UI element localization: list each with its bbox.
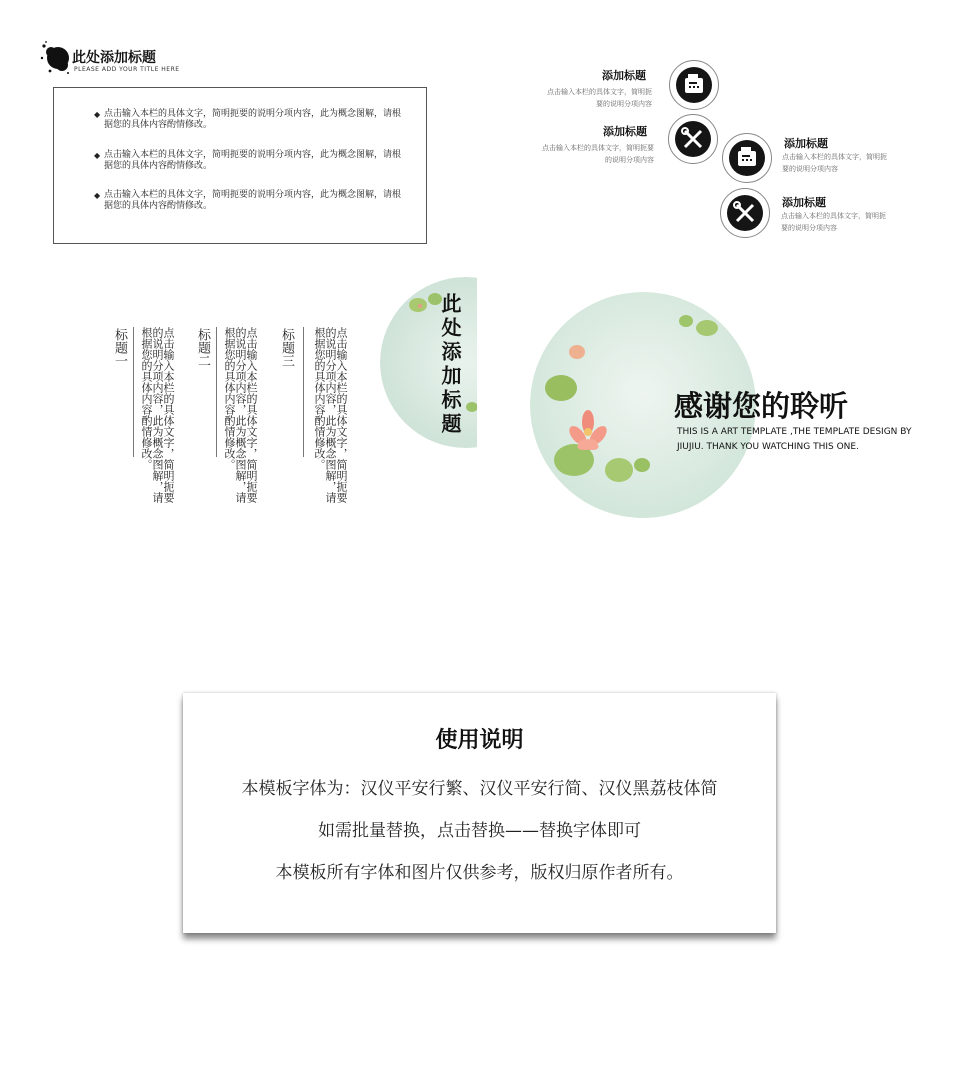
- item-desc: 点击输入本栏的具体文字，简明扼要的说明分项内容: [782, 153, 887, 173]
- item-desc: 点击输入本栏的具体文字，简明扼要的说明分项内容: [781, 212, 886, 232]
- item-title: 添加标题: [782, 196, 826, 209]
- instructions-title: 使用说明: [435, 728, 524, 753]
- instructions-line: 本模板字体为：汉仪平安行繁、汉仪平安行简、汉仪黑荔枝体简: [241, 779, 718, 799]
- column-body: 点击输入本栏的具体文字，简明扼要的说明分项内容，此为概念图解，请根据您的具体内容酌情修改。: [140, 327, 175, 503]
- column-body: 点击输入本栏的具体文字，简明扼要的说明分项内容，此为概念图解，请根据您的具体内容酌情修改。: [313, 327, 348, 503]
- item-desc: 点击输入本栏的具体文字，简明扼要的说明分项内容: [542, 144, 654, 164]
- column-title: 标题二: [195, 328, 210, 367]
- diamond-bullet-icon: ◆: [94, 110, 101, 119]
- item-title: 添加标题: [603, 125, 647, 138]
- instructions-line: 如需批量替换，点击替换——替换字体即可: [318, 821, 641, 841]
- column-title: 标题三: [279, 328, 294, 367]
- bullet-text: 点击输入本栏的具体文字，简明扼要的说明分项内容，此为概念图解，请根据您的具体内容酌情修改。: [104, 190, 402, 211]
- column-divider: [133, 327, 134, 457]
- item-title: 添加标题: [602, 69, 646, 82]
- bullet-item: [94, 190, 404, 212]
- thanks-title: 感谢您的聆听: [674, 389, 849, 423]
- fax-icon-badge: [669, 60, 719, 110]
- diamond-bullet-icon: ◆: [94, 191, 101, 200]
- page-title: 此处添加标题: [72, 50, 156, 66]
- column-divider: [303, 327, 304, 457]
- fax-icon-badge: [722, 133, 772, 183]
- thanks-subtitle-line1: THIS IS A ART TEMPLATE ,THE TEMPLATE DESIGN BY: [677, 427, 912, 437]
- fax-icon: [674, 65, 714, 105]
- fax-icon: [727, 138, 767, 178]
- tools-icon: [725, 193, 765, 233]
- instructions-line: 本模板所有字体和图片仅供参考，版权归原作者所有。: [275, 863, 684, 883]
- diamond-bullet-icon: ◆: [94, 151, 101, 160]
- bullet-item: [94, 150, 404, 172]
- item-desc: 点击输入本栏的具体文字，简明扼要的说明分项内容: [547, 88, 652, 108]
- tools-icon: [673, 119, 713, 159]
- bullet-text: 点击输入本栏的具体文字，简明扼要的说明分项内容，此为概念图解，请根据您的具体内容酌情修改。: [104, 109, 402, 130]
- tools-icon-badge: [668, 114, 718, 164]
- bullet-text: 点击输入本栏的具体文字，简明扼要的说明分项内容，此为概念图解，请根据您的具体内容酌情修改。: [104, 150, 402, 171]
- instructions-card: [183, 693, 776, 933]
- item-title: 添加标题: [784, 137, 828, 150]
- tools-icon-badge: [720, 188, 770, 238]
- section-title: 此处添加标题: [438, 293, 462, 437]
- column-body: 点击输入本栏的具体文字，简明扼要的说明分项内容，此为概念图解，请根据您的具体内容酌情修改。: [223, 327, 258, 503]
- thanks-subtitle-line2: JIUJIU. THANK YOU WATCHING THIS ONE.: [677, 442, 859, 452]
- column-title: 标题一: [112, 328, 127, 367]
- content-box: [53, 87, 427, 244]
- page-subtitle: PLEASE ADD YOUR TITLE HERE: [74, 66, 180, 73]
- bullet-item: [94, 109, 404, 131]
- column-divider: [216, 327, 217, 457]
